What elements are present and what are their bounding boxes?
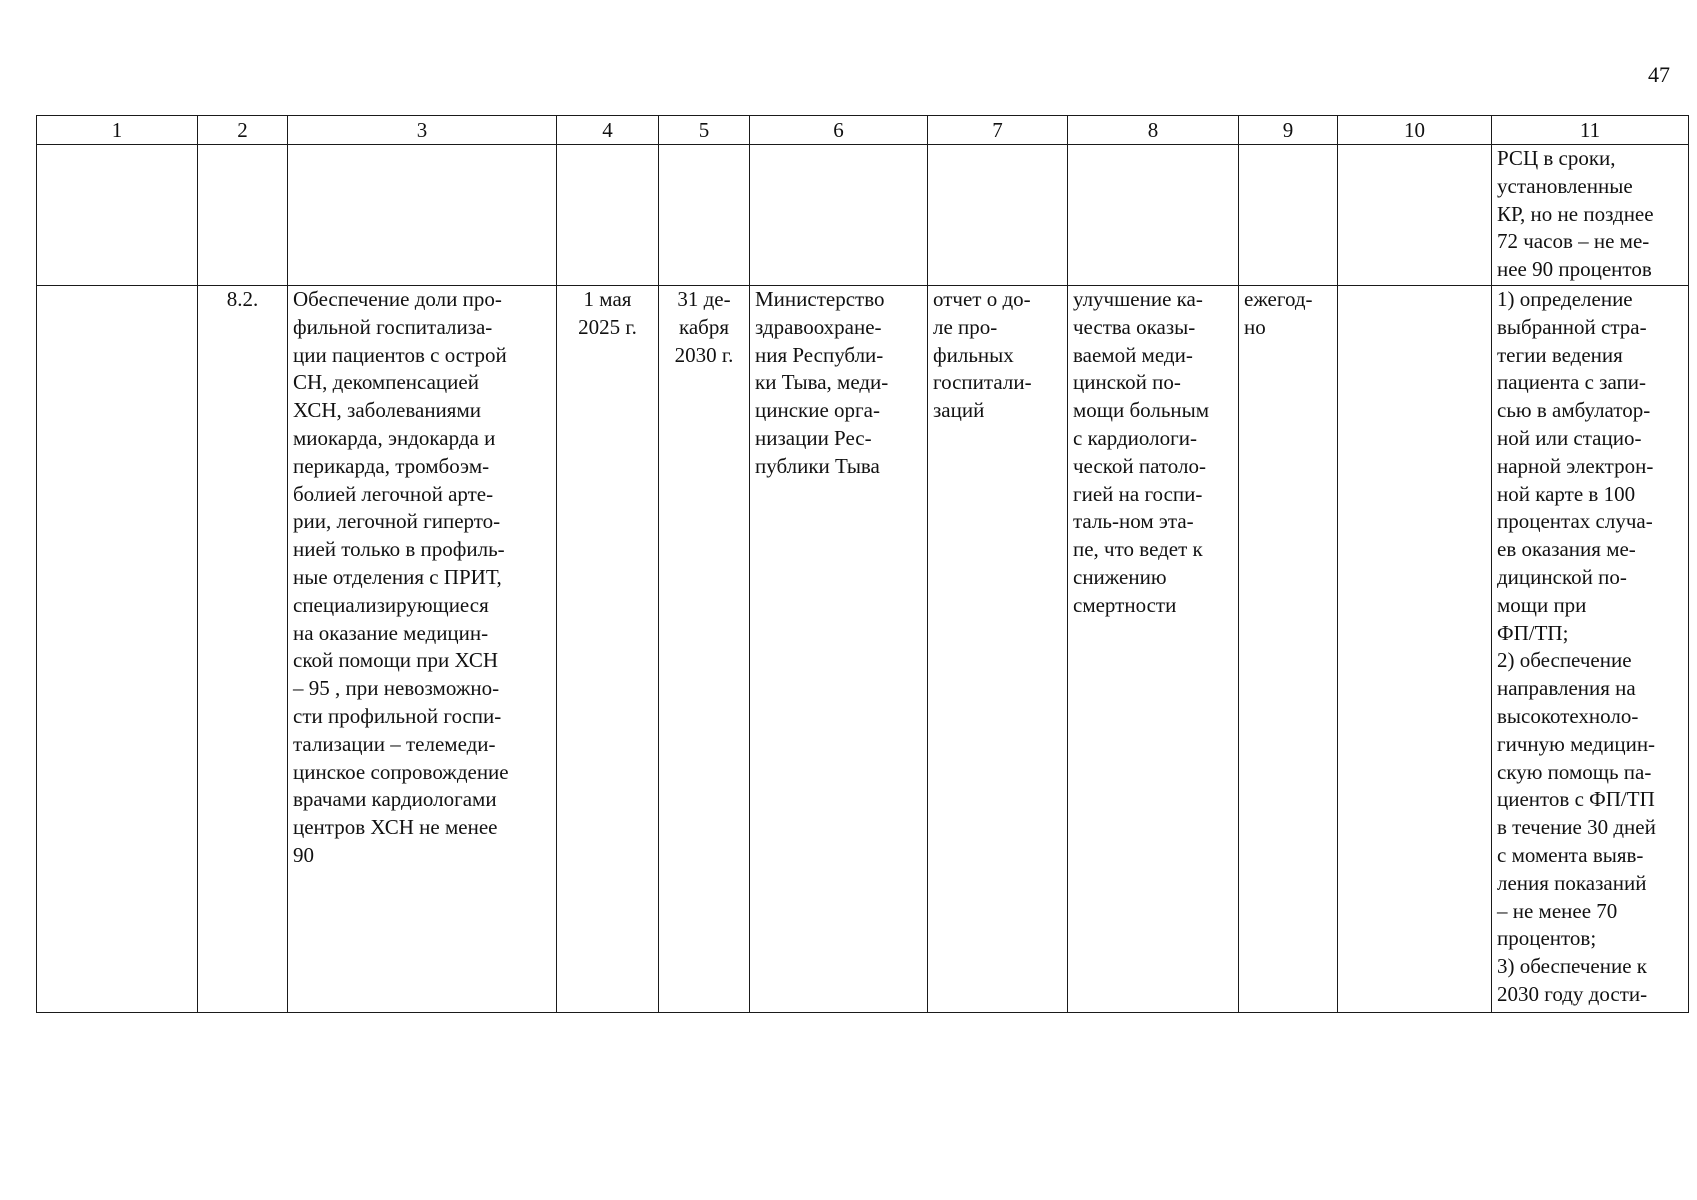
cell-10-empty bbox=[1338, 286, 1492, 1013]
text-line: 3) обеспечение к bbox=[1497, 954, 1647, 979]
expected-result-cell bbox=[1068, 286, 1239, 1013]
text-line: 31 де- bbox=[677, 287, 731, 311]
text-line: ХСН, заболеваниями bbox=[293, 398, 481, 423]
text-line: мощи при bbox=[1497, 592, 1587, 617]
column-number-9: 9 bbox=[1239, 116, 1338, 145]
text-line: мощи больным bbox=[1073, 398, 1210, 423]
text-line: ежегод- bbox=[1244, 287, 1313, 311]
text-line: ев оказания ме- bbox=[1497, 537, 1636, 562]
text-line: ле про- bbox=[933, 314, 998, 339]
text-line: гией на госпи- bbox=[1073, 481, 1203, 506]
text-line: нией только в профиль- bbox=[293, 537, 505, 562]
cont-cell-1 bbox=[37, 145, 198, 286]
start-date-cell bbox=[557, 286, 659, 1013]
text-line: СН, декомпенсацией bbox=[293, 370, 479, 395]
text-line: пациента с запи- bbox=[1497, 370, 1646, 395]
cont-cell-11-indicator-text bbox=[1492, 145, 1689, 286]
text-line: – 95 , при невозможно- bbox=[293, 676, 500, 701]
text-line: 2) обеспечение bbox=[1497, 648, 1632, 673]
cont-cell-6 bbox=[750, 145, 928, 286]
text-line: перикарда, тромбоэм- bbox=[293, 453, 490, 478]
target-indicator-cell bbox=[1492, 286, 1689, 1013]
text-line: отчет о до- bbox=[933, 287, 1031, 311]
text-line: процентов; bbox=[1497, 926, 1597, 951]
text-line: РСЦ в сроки, bbox=[1497, 146, 1616, 170]
column-number-5: 5 bbox=[659, 116, 750, 145]
text-line: процентах случа- bbox=[1497, 509, 1653, 534]
text-line: сти профильной госпи- bbox=[293, 703, 502, 728]
column-number-row bbox=[37, 116, 1689, 145]
text-line: болией легочной арте- bbox=[293, 481, 494, 506]
cont-cell-10 bbox=[1338, 145, 1492, 286]
column-number-2: 2 bbox=[198, 116, 288, 145]
cont-cell-9 bbox=[1239, 145, 1338, 286]
text-line: ки Тыва, меди- bbox=[755, 370, 889, 395]
text-line: ФП/ТП; bbox=[1497, 620, 1569, 645]
text-line: цинское сопровождение bbox=[293, 759, 509, 784]
text-line: сью в амбулатор- bbox=[1497, 398, 1651, 423]
text-line: Обеспечение доли про- bbox=[293, 287, 502, 311]
text-line: дицинской по- bbox=[1497, 564, 1627, 589]
text-line: ления показаний bbox=[1497, 870, 1647, 895]
text-line: фильной госпитализа- bbox=[293, 314, 493, 339]
text-line: 8.2. bbox=[226, 287, 259, 311]
end-date-cell bbox=[659, 286, 750, 1013]
responsible-executor-cell bbox=[750, 286, 928, 1013]
column-number-11: 11 bbox=[1492, 116, 1689, 145]
page-number: 47 bbox=[1648, 62, 1670, 87]
text-line: КР, но не позднее bbox=[1497, 201, 1654, 226]
text-line: ской помощи при ХСН bbox=[293, 648, 498, 673]
text-line: цинские орга- bbox=[755, 398, 880, 423]
column-number-7: 7 bbox=[928, 116, 1068, 145]
column-number-3: 3 bbox=[288, 116, 557, 145]
text-line: госпитали- bbox=[933, 370, 1032, 395]
text-line: 90 bbox=[293, 842, 314, 867]
column-number-10: 10 bbox=[1338, 116, 1492, 145]
cont-cell-5 bbox=[659, 145, 750, 286]
column-number-6: 6 bbox=[750, 116, 928, 145]
item-number-cell bbox=[198, 286, 288, 1013]
table-row-8-2 bbox=[37, 286, 1689, 1013]
text-line: цинской по- bbox=[1073, 370, 1181, 395]
text-line: здравоохране- bbox=[755, 314, 882, 339]
text-line: на оказание медицин- bbox=[293, 620, 489, 645]
text-line: выбранной стра- bbox=[1497, 314, 1647, 339]
text-line: рии, легочной гиперто- bbox=[293, 509, 501, 534]
text-line: ваемой меди- bbox=[1073, 342, 1193, 367]
frequency-cell bbox=[1239, 286, 1338, 1013]
column-number-4: 4 bbox=[557, 116, 659, 145]
cont-cell-4 bbox=[557, 145, 659, 286]
measure-description-cell bbox=[288, 286, 557, 1013]
text-line: специализирующиеся bbox=[293, 592, 489, 617]
text-line: 72 часов – не ме- bbox=[1497, 229, 1650, 254]
cont-cell-7 bbox=[928, 145, 1068, 286]
text-line: но bbox=[1244, 314, 1266, 339]
text-line: тализации – телемеди- bbox=[293, 731, 496, 756]
text-line: установленные bbox=[1497, 173, 1633, 198]
column-number-8: 8 bbox=[1068, 116, 1239, 145]
text-line: ции пациентов с острой bbox=[293, 342, 507, 367]
text-line: 2030 году дости- bbox=[1497, 981, 1648, 1006]
text-line: улучшение ка- bbox=[1073, 287, 1203, 311]
text-line: нее 90 процентов bbox=[1497, 257, 1652, 282]
text-line: центров ХСН не менее bbox=[293, 815, 498, 840]
text-line: гичную медицин- bbox=[1497, 731, 1656, 756]
text-line: ной карте в 100 bbox=[1497, 481, 1636, 506]
measures-table bbox=[36, 115, 1689, 1013]
text-line: врачами кардиологами bbox=[293, 787, 497, 812]
text-line: чества оказы- bbox=[1073, 314, 1196, 339]
continued-row bbox=[37, 145, 1689, 286]
text-line: низации Рес- bbox=[755, 425, 872, 450]
text-line: миокарда, эндокарда и bbox=[293, 425, 496, 450]
text-line: смертности bbox=[1073, 592, 1177, 617]
text-line: ческой патоло- bbox=[1073, 453, 1206, 478]
cont-cell-3 bbox=[288, 145, 557, 286]
text-line: 2030 г. bbox=[674, 342, 734, 367]
text-line: 2025 г. bbox=[578, 314, 637, 339]
text-line: Министерство bbox=[755, 287, 885, 311]
report-type-cell bbox=[928, 286, 1068, 1013]
cell-1-empty bbox=[37, 286, 198, 1013]
text-line: скую помощь па- bbox=[1497, 759, 1652, 784]
text-line: 1) определение bbox=[1497, 287, 1633, 311]
text-line: циентов с ФП/ТП bbox=[1497, 787, 1655, 812]
text-line: ния Республи- bbox=[755, 342, 884, 367]
text-line: фильных bbox=[933, 342, 1014, 367]
text-line: ные отделения с ПРИТ, bbox=[293, 564, 502, 589]
text-line: 1 мая bbox=[583, 287, 632, 311]
cont-cell-2 bbox=[198, 145, 288, 286]
text-line: заций bbox=[933, 398, 985, 423]
text-line: – не менее 70 bbox=[1497, 898, 1618, 923]
text-line: пе, что ведет к bbox=[1073, 537, 1203, 562]
text-line: направления на bbox=[1497, 676, 1636, 701]
text-line: ной или стацио- bbox=[1497, 425, 1642, 450]
text-line: нарной электрон- bbox=[1497, 453, 1654, 478]
text-line: в течение 30 дней bbox=[1497, 815, 1656, 840]
text-line: снижению bbox=[1073, 564, 1167, 589]
text-line: кабря bbox=[678, 314, 730, 339]
text-line: тегии ведения bbox=[1497, 342, 1623, 367]
text-line: с момента выяв- bbox=[1497, 842, 1644, 867]
text-line: таль-ном эта- bbox=[1073, 509, 1194, 534]
text-line: публики Тыва bbox=[755, 453, 880, 478]
text-line: с кардиологи- bbox=[1073, 425, 1197, 450]
cont-cell-8 bbox=[1068, 145, 1239, 286]
column-number-1: 1 bbox=[37, 116, 198, 145]
text-line: высокотехноло- bbox=[1497, 703, 1639, 728]
